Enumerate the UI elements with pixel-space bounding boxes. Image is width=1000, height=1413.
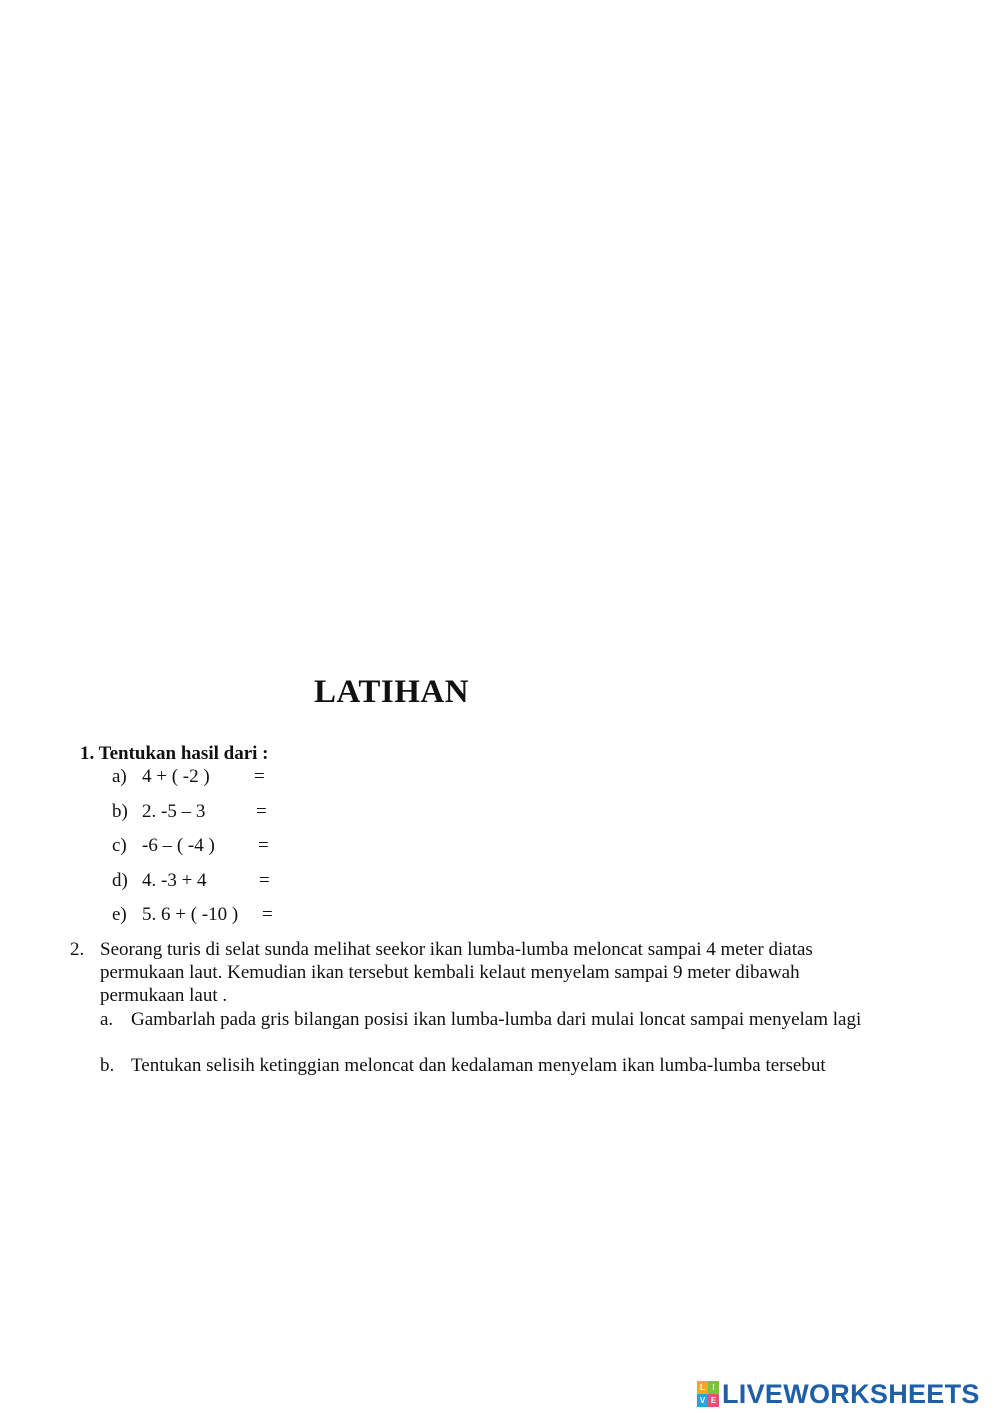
- logo-mark-letter: E: [708, 1394, 719, 1407]
- item-label: c): [112, 835, 127, 856]
- item-expression: 2. -5 – 3: [142, 801, 206, 822]
- equals-sign: =: [258, 835, 269, 856]
- liveworksheets-logo: [697, 1378, 980, 1410]
- item-label: a): [112, 766, 127, 787]
- item-expression: -6 – ( -4 ): [142, 835, 215, 856]
- equals-sign: =: [262, 904, 273, 925]
- question-2-text: Seorang turis di selat sunda melihat seekor ikan lumba-lumba meloncat sampai 4 meter diatas permukaan laut. Kemudian ikan tersebut kembali kelaut menyelam sampai 9 meter dibawah permukaan laut .: [100, 939, 813, 1006]
- logo-mark-letter: V: [697, 1394, 708, 1407]
- logo-mark-letter: I: [708, 1381, 719, 1394]
- item-label: b.: [100, 1055, 115, 1076]
- equals-sign: =: [254, 766, 265, 787]
- item-label: a.: [100, 1009, 114, 1030]
- item-label: d): [112, 870, 128, 891]
- item-text: Gambarlah pada gris bilangan posisi ikan lumba-lumba dari mulai loncat sampai menyelam lagi: [131, 1009, 862, 1030]
- logo-mark-letter: L: [697, 1381, 708, 1394]
- item-expression: 5. 6 + ( -10 ): [142, 904, 239, 925]
- equals-sign: =: [256, 801, 267, 822]
- equals-sign: =: [259, 870, 270, 891]
- item-label: b): [112, 801, 128, 822]
- item-expression: 4 + ( -2 ): [142, 766, 210, 787]
- question-1-heading: 1. Tentukan hasil dari :: [80, 743, 269, 764]
- item-expression: 4. -3 + 4: [142, 870, 207, 891]
- logo-text: LIVEWORKSHEETS: [722, 1378, 980, 1409]
- item-label: e): [112, 904, 127, 925]
- logo-mark-icon: [697, 1381, 719, 1407]
- item-text: Tentukan selisih ketinggian meloncat dan kedalaman menyelam ikan lumba-lumba tersebut: [131, 1055, 826, 1076]
- question-2-number: 2.: [70, 939, 85, 960]
- page-title: LATIHAN: [314, 674, 470, 710]
